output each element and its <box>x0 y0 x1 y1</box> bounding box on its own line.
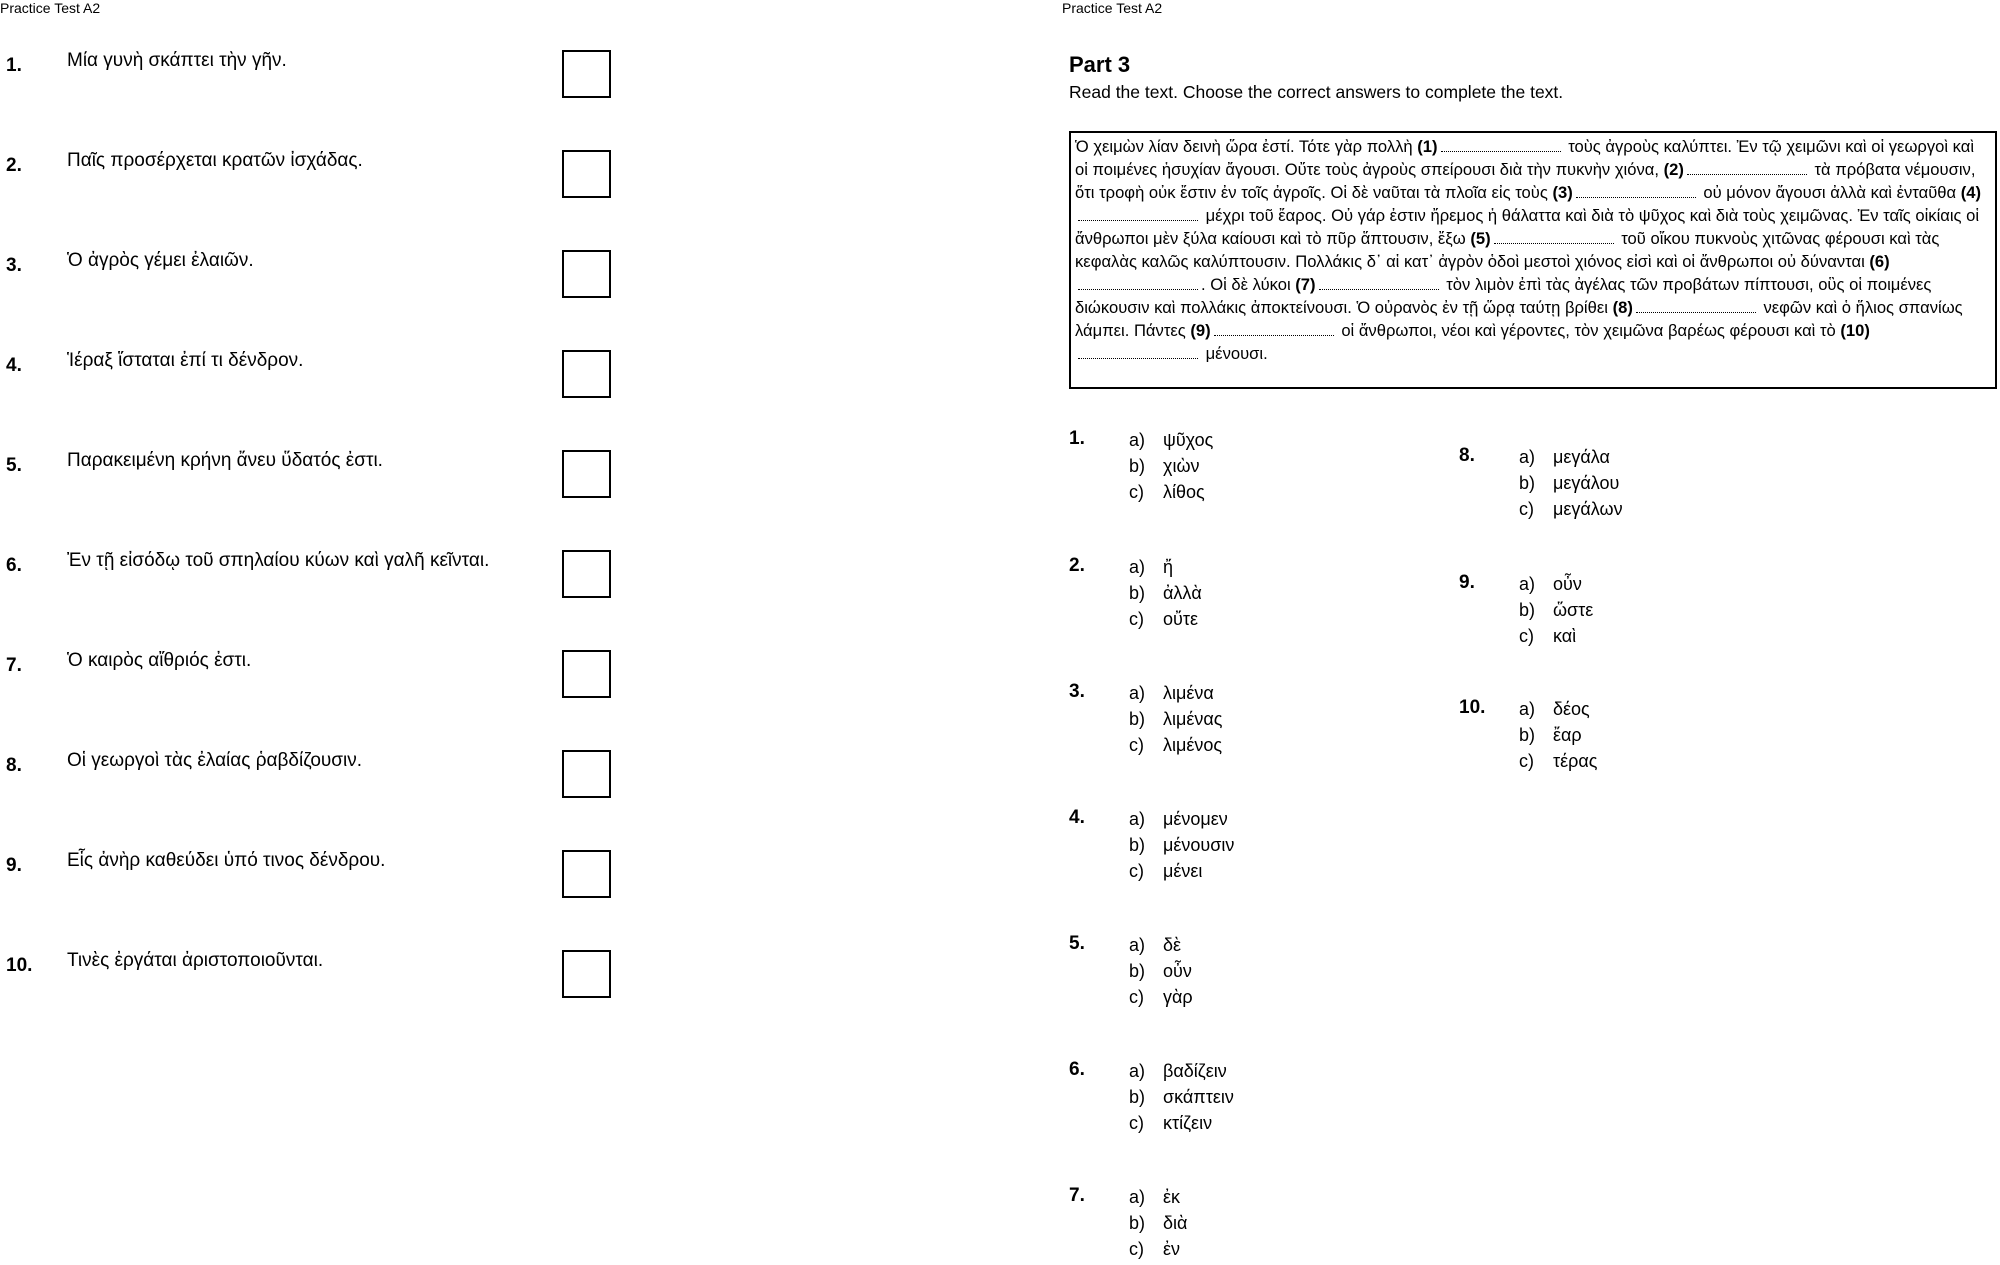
question-number: 9. <box>1459 572 1475 593</box>
page-header: Practice Test A2 <box>0 0 101 16</box>
option-text: λιμένας <box>1163 709 1223 729</box>
passage-segment: τὰ πρόβατα νέμουσιν, ὅτι τροφὴ οὐκ ἔστιν ἐν τοῖς ἀγροῖς. Οἱ δὲ ναῦται τὰ πλοῖα εἰς τοὺς <box>1075 160 1976 202</box>
sentence-text: Τινὲς ἐργάται ἀριστοποιοῦνται. <box>67 950 324 971</box>
option-list <box>1129 430 1213 508</box>
answer-option[interactable] <box>1129 557 1202 583</box>
sentence-row <box>6 350 626 450</box>
option-letter: b) <box>1129 1213 1146 1233</box>
question-number: 7. <box>1069 1185 1085 1206</box>
option-letter: b) <box>1519 725 1536 745</box>
sentence-text: Ἐν τῇ εἰσόδῳ τοῦ σπηλαίου κύων καὶ γαλῆ κεῖνται. <box>67 550 490 571</box>
answer-option[interactable] <box>1129 609 1202 635</box>
option-letter: b) <box>1519 473 1536 493</box>
option-text: μένουσιν <box>1163 835 1235 855</box>
option-list <box>1129 557 1202 635</box>
gap-label: (3) <box>1552 183 1573 202</box>
passage-text <box>1069 131 1997 389</box>
gap-blank <box>1319 275 1439 290</box>
part-title: Part 3 <box>1069 52 1131 77</box>
answer-option[interactable] <box>1129 735 1222 761</box>
passage-segment: τὸν λιμὸν ἐπὶ τὰς ἀγέλας τῶν προβάτων πίπτουσι, οὓς οἱ ποιμένες διώκουσιν καὶ πολλάκις ἀποκτείνουσι. Ὁ οὐρανὸς ἐν τῇ ὥρᾳ ταύτῃ βρίθει <box>1075 275 1932 317</box>
option-text: μεγάλων <box>1553 499 1623 519</box>
gap-label: (6) <box>1869 252 1890 271</box>
option-letter: c) <box>1519 626 1534 646</box>
passage-segment: τοῦ οἴκου πυκνοὺς χιτῶνας φέρουσι καὶ τὰς κεφαλὰς καλῶς καλύπτουσιν. Πολλάκις δ᾽ αἱ κατ᾽ ἀγρὸν ὁδοὶ μεστοὶ χιόνος εἰσὶ καὶ οἱ ἄνθρωποι οὐ δύνανται <box>1075 229 1940 271</box>
question-number: 1. <box>1069 428 1085 449</box>
answer-option[interactable] <box>1129 809 1234 835</box>
option-text: χιὼν <box>1163 456 1200 476</box>
sentence-list <box>6 50 626 1050</box>
option-letter: c) <box>1129 482 1144 502</box>
sentence-number: 7. <box>6 655 22 676</box>
passage-segment: οἱ ἄνθρωποι, νέοι καὶ γέροντες, τὸν χειμῶνα βαρέως φέρουσι καὶ τὸ <box>1341 321 1836 340</box>
answer-option[interactable] <box>1129 709 1222 735</box>
option-text: τέρας <box>1553 751 1598 771</box>
option-text: μεγάλου <box>1553 473 1620 493</box>
answer-option[interactable] <box>1129 861 1234 887</box>
sentence-row <box>6 150 626 250</box>
option-letter: a) <box>1129 430 1146 450</box>
gap-blank <box>1441 137 1561 152</box>
gap-label: (7) <box>1295 275 1316 294</box>
option-letter: b) <box>1129 835 1146 855</box>
option-list <box>1519 447 1623 525</box>
option-letter: c) <box>1519 499 1534 519</box>
option-text: ψῦχος <box>1163 430 1214 450</box>
option-text: οὔτε <box>1163 609 1198 629</box>
answer-option[interactable] <box>1129 961 1193 987</box>
option-text: λίθος <box>1163 482 1205 502</box>
passage-segment: νεφῶν καὶ ὁ ἥλιος σπανίως λάμπει. Πάντες <box>1075 298 1963 340</box>
option-text: δέος <box>1553 699 1590 719</box>
sentence-row <box>6 650 626 750</box>
answer-option[interactable] <box>1519 447 1623 473</box>
option-text: καὶ <box>1553 626 1577 646</box>
question-number: 2. <box>1069 555 1085 576</box>
answer-box[interactable] <box>562 50 611 98</box>
answer-option[interactable] <box>1129 1061 1234 1087</box>
option-letter: c) <box>1129 609 1144 629</box>
option-text: γὰρ <box>1163 987 1193 1007</box>
option-list <box>1519 574 1593 652</box>
gap-blank <box>1078 275 1198 290</box>
sentence-row <box>6 950 626 1050</box>
sentence-number: 9. <box>6 855 22 876</box>
sentence-number: 3. <box>6 255 22 276</box>
answer-option[interactable] <box>1129 1087 1234 1113</box>
option-list <box>1129 1187 1187 1265</box>
answer-option[interactable] <box>1129 935 1193 961</box>
option-letter: b) <box>1129 456 1146 476</box>
answer-box[interactable] <box>562 450 611 498</box>
option-text: μεγάλα <box>1553 447 1610 467</box>
option-text: δὲ <box>1163 935 1182 955</box>
option-text: ἤ <box>1163 557 1174 577</box>
option-letter: a) <box>1129 1061 1146 1081</box>
answer-box[interactable] <box>562 950 611 998</box>
option-text: οὖν <box>1163 961 1192 981</box>
sentence-number: 6. <box>6 555 22 576</box>
answer-option[interactable] <box>1519 751 1597 777</box>
answer-box[interactable] <box>562 650 611 698</box>
sentence-text: Ἱέραξ ἵσταται ἐπί τι δένδρον. <box>67 350 304 371</box>
gap-label: (5) <box>1470 229 1491 248</box>
gap-label: (1) <box>1417 137 1438 156</box>
gap-blank <box>1576 183 1696 198</box>
option-text: σκάπτειν <box>1163 1087 1234 1107</box>
answer-option[interactable] <box>1129 987 1193 1013</box>
sentence-number: 4. <box>6 355 22 376</box>
question-number: 8. <box>1459 445 1475 466</box>
sentence-text: Ὁ καιρὸς αἴθριός ἐστι. <box>67 650 252 671</box>
sentence-text: Ὁ ἀγρὸς γέμει ἐλαιῶν. <box>67 250 254 271</box>
option-text: ὥστε <box>1553 600 1594 620</box>
option-letter: b) <box>1129 961 1146 981</box>
sentence-number: 1. <box>6 55 22 76</box>
gap-blank <box>1494 229 1614 244</box>
option-letter: c) <box>1129 735 1144 755</box>
sentence-text: Παρακειμένη κρήνη ἄνευ ὕδατός ἐστι. <box>67 450 383 471</box>
answer-box[interactable] <box>562 350 611 398</box>
answer-option[interactable] <box>1519 499 1623 525</box>
option-letter: b) <box>1129 583 1146 603</box>
answer-box[interactable] <box>562 150 611 198</box>
question-number: 3. <box>1069 681 1085 702</box>
option-letter: c) <box>1129 1239 1144 1259</box>
passage-segment: μένουσι. <box>1205 344 1268 363</box>
sentence-row <box>6 450 626 550</box>
option-letter: a) <box>1129 557 1146 577</box>
sentence-row <box>6 550 626 650</box>
answer-box[interactable] <box>562 550 611 598</box>
option-list <box>1129 683 1222 761</box>
option-list <box>1519 699 1597 777</box>
option-text: ἔαρ <box>1553 725 1582 745</box>
gap-label: (2) <box>1663 160 1684 179</box>
question-number: 10. <box>1459 697 1486 718</box>
answer-option[interactable] <box>1129 1213 1187 1239</box>
option-text: μένει <box>1163 861 1203 881</box>
option-letter: b) <box>1129 1087 1146 1107</box>
gap-label: (9) <box>1190 321 1211 340</box>
option-text: βαδίζειν <box>1163 1061 1227 1081</box>
answer-option[interactable] <box>1129 583 1202 609</box>
sentence-row <box>6 850 626 950</box>
answer-option[interactable] <box>1519 473 1623 499</box>
answer-option[interactable] <box>1129 1187 1187 1213</box>
option-letter: c) <box>1129 987 1144 1007</box>
sentence-number: 5. <box>6 455 22 476</box>
answer-box[interactable] <box>562 850 611 898</box>
sentence-number: 8. <box>6 755 22 776</box>
answer-option[interactable] <box>1129 430 1213 456</box>
answer-option[interactable] <box>1129 835 1234 861</box>
option-text: διὰ <box>1163 1213 1188 1233</box>
question-number: 4. <box>1069 807 1085 828</box>
gap-blank <box>1214 321 1334 336</box>
answer-option[interactable] <box>1519 626 1593 652</box>
answer-option[interactable] <box>1519 574 1593 600</box>
passage-segment: μέχρι τοῦ ἔαρος. Οὐ γάρ ἐστιν ἤρεμος ἡ θάλαττα καὶ διὰ τὸ ψῦχος καὶ διὰ τοὺς χειμῶνας. Ἐν ταῖς οἰκίαις οἱ ἄνθρωποι μὲν ξύλα καίουσι καὶ τὸ πῦρ ἅπτουσιν, ἔξω <box>1075 206 1980 248</box>
answer-option[interactable] <box>1519 699 1597 725</box>
option-letter: c) <box>1129 1113 1144 1133</box>
option-letter: a) <box>1129 809 1146 829</box>
sentence-row <box>6 50 626 150</box>
answer-option[interactable] <box>1129 683 1222 709</box>
part-instruction: Read the text. Choose the correct answers to complete the text. <box>1069 82 1564 102</box>
left-page <box>0 0 1000 1259</box>
option-letter: a) <box>1519 447 1536 467</box>
option-list <box>1129 1061 1234 1139</box>
option-text: ἀλλὰ <box>1163 583 1202 603</box>
option-text: λιμένος <box>1163 735 1223 755</box>
sentence-text: Μία γυνὴ σκάπτει τὴν γῆν. <box>67 50 287 71</box>
passage-segment: . Οἱ δὲ λύκοι <box>1201 275 1291 294</box>
option-letter: a) <box>1129 935 1146 955</box>
option-letter: b) <box>1519 600 1536 620</box>
option-text: ἐν <box>1163 1239 1181 1259</box>
option-letter: a) <box>1129 1187 1146 1207</box>
option-letter: a) <box>1519 699 1536 719</box>
option-list <box>1129 935 1193 1013</box>
option-list <box>1129 809 1234 887</box>
option-text: κτίζειν <box>1163 1113 1213 1133</box>
option-letter: c) <box>1519 751 1534 771</box>
sentence-text: Οἱ γεωργοὶ τὰς ἐλαίας ῥαβδίζουσιν. <box>67 750 363 771</box>
sentence-text: Εἷς ἀνὴρ καθεύδει ὑπό τινος δένδρου. <box>67 850 386 871</box>
passage-segment: τοὺς ἀγροὺς καλύπτει. Ἐν τῷ χειμῶνι καὶ οἱ γεωργοὶ καὶ οἱ ποιμένες ἡσυχίαν ἄγουσι. Οὔτε τοὺς ἀγροὺς σπείρουσι διὰ τὴν πυκνὴν χιόνα, <box>1075 137 1975 179</box>
gap-blank <box>1636 298 1756 313</box>
answer-option[interactable] <box>1129 482 1213 508</box>
gap-label: (8) <box>1612 298 1633 317</box>
sentence-number: 2. <box>6 155 22 176</box>
option-letter: b) <box>1129 709 1146 729</box>
gap-blank <box>1687 160 1807 175</box>
option-text: μένομεν <box>1163 809 1228 829</box>
gap-label: (4) <box>1960 183 1982 202</box>
option-letter: a) <box>1519 574 1536 594</box>
answer-option[interactable] <box>1129 456 1213 482</box>
question-number: 5. <box>1069 933 1085 954</box>
option-text: οὖν <box>1553 574 1582 594</box>
sentence-number: 10. <box>6 955 33 976</box>
answer-option[interactable] <box>1519 600 1593 626</box>
passage-segment: Ὁ χειμὼν λίαν δεινὴ ὥρα ἐστί. Τότε γὰρ πολλὴ <box>1075 137 1413 156</box>
gap-blank <box>1078 206 1198 221</box>
sentence-text: Παῖς προσέρχεται κρατῶν ἰσχάδας. <box>67 150 363 171</box>
gap-blank <box>1078 344 1198 359</box>
right-page <box>1062 0 2000 1259</box>
option-letter: a) <box>1129 683 1146 703</box>
sentence-row <box>6 750 626 850</box>
gap-label: (10) <box>1840 321 1870 340</box>
option-text: λιμένα <box>1163 683 1214 703</box>
page-header: Practice Test A2 <box>1062 0 1163 16</box>
sentence-row <box>6 250 626 350</box>
answer-option[interactable] <box>1519 725 1597 751</box>
answer-option[interactable] <box>1129 1239 1187 1265</box>
option-text: ἐκ <box>1163 1187 1181 1207</box>
option-letter: c) <box>1129 861 1144 881</box>
answer-box[interactable] <box>562 750 611 798</box>
question-number: 6. <box>1069 1059 1085 1080</box>
passage-segment: οὐ μόνον ἄγουσι ἀλλὰ καὶ ἐνταῦθα <box>1703 183 1957 202</box>
answer-box[interactable] <box>562 250 611 298</box>
answer-option[interactable] <box>1129 1113 1234 1139</box>
